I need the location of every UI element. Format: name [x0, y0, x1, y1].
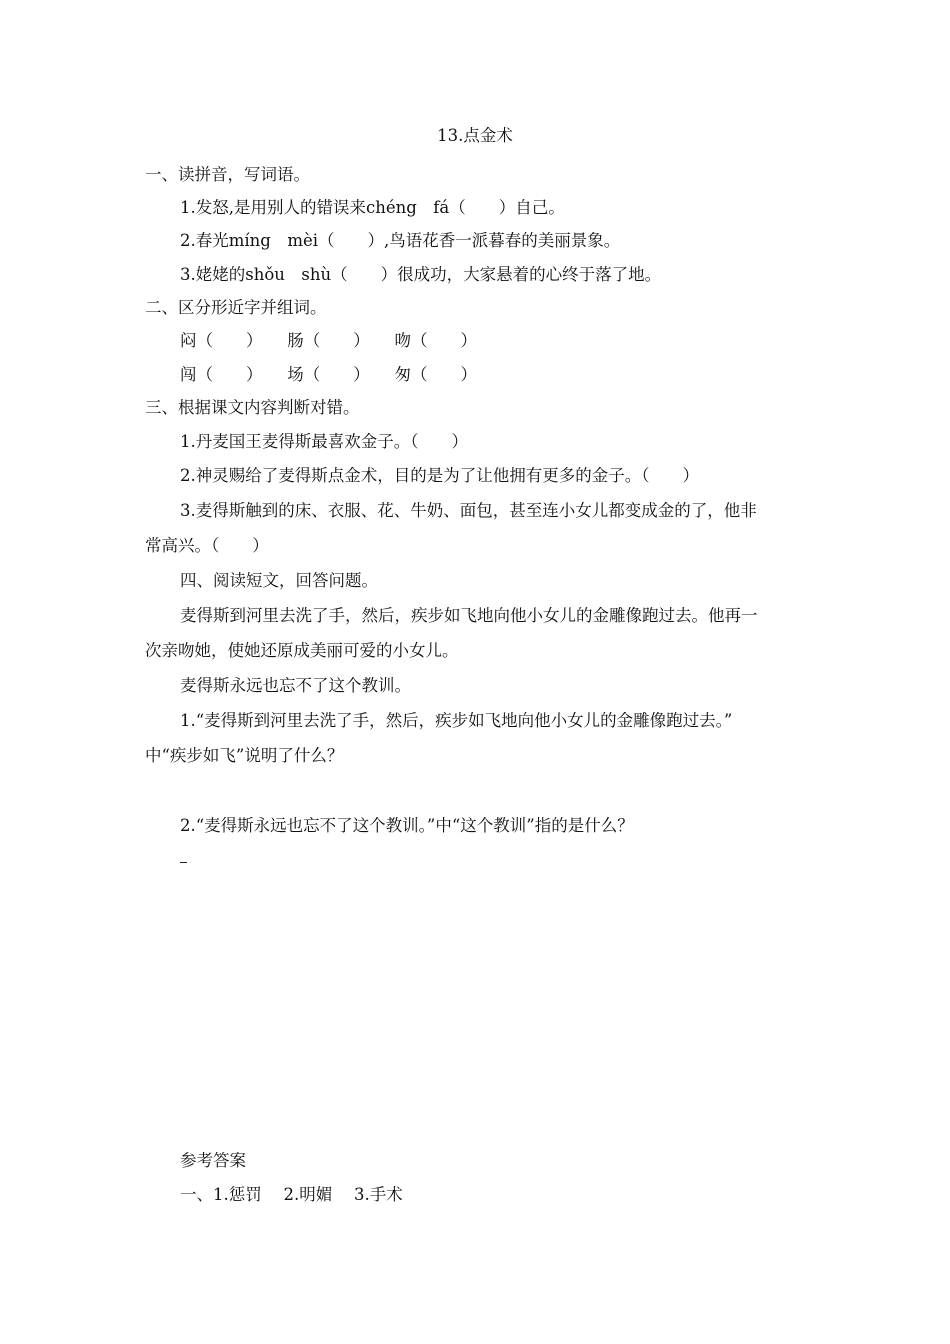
section3-item-2: 2.神灵赐给了麦得斯点金术，目的是为了让他拥有更多的金子。（ ） — [180, 466, 699, 485]
page-title: 13.点金术 — [437, 126, 513, 145]
passage-line-2: 次亲吻她，使她还原成美丽可爱的小女儿。 — [145, 641, 459, 660]
section2-row-2: 闯（ ） 场（ ） 匆（ ） — [180, 365, 477, 384]
section4-heading: 四、阅读短文，回答问题。 — [180, 571, 378, 590]
section2-heading: 二、区分形近字并组词。 — [145, 298, 327, 317]
passage-line-1: 麦得斯到河里去洗了手，然后，疾步如飞地向他小女儿的金雕像跑过去。他再一 — [180, 606, 758, 625]
section1-item-1: 1.发怒,是用别人的错误来chéng fá（ ）自己。 — [180, 198, 565, 217]
section3-item-1: 1.丹麦国王麦得斯最喜欢金子。（ ） — [180, 432, 468, 451]
section1-heading: 一、读拼音，写词语。 — [145, 165, 310, 184]
section3-item-3: 3.麦得斯触到的床、衣服、花、牛奶、面包，甚至连小女儿都变成金的了，他非 — [180, 501, 757, 520]
passage-line-3: 麦得斯永远也忘不了这个教训。 — [180, 676, 411, 695]
question-1: 1.“麦得斯到河里去洗了手，然后，疾步如飞地向他小女儿的金雕像跑过去。” — [180, 711, 733, 730]
answers-heading: 参考答案 — [180, 1151, 246, 1170]
section1-item-3: 3.姥姥的shǒu shù（ ）很成功，大家悬着的心终于落了地。 — [180, 265, 662, 284]
section1-item-2: 2.春光míng mèi（ ）,鸟语花香一派暮春的美丽景象。 — [180, 231, 621, 250]
section3-heading: 三、根据课文内容判断对错。 — [145, 398, 360, 417]
section2-row-1: 闷（ ） 肠（ ） 吻（ ） — [180, 331, 477, 350]
question-1-cont: 中“疾步如飞”说明了什么？ — [145, 746, 344, 765]
answer-blank-line — [180, 862, 187, 863]
answers-line-1: 一、1.惩罚 2.明媚 3.手术 — [180, 1185, 403, 1204]
question-2: 2.“麦得斯永远也忘不了这个教训。”中“这个教训”指的是什么？ — [180, 816, 634, 835]
section3-item-3-cont: 常高兴。（ ） — [145, 536, 269, 555]
